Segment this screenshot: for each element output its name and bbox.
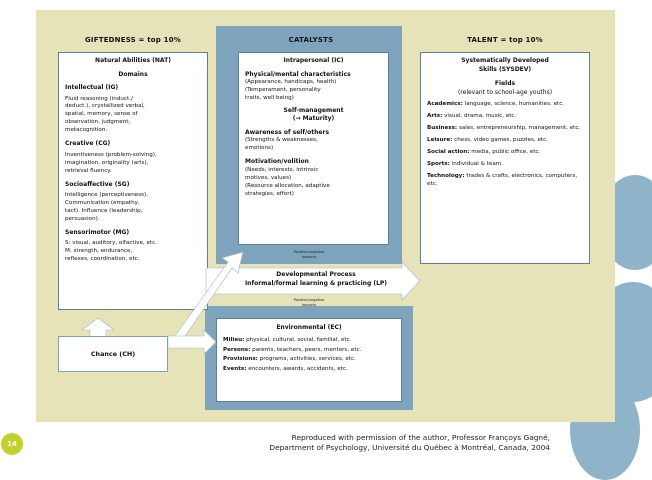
sysdev-field-label: Sports:	[427, 160, 450, 167]
physical-heading: Physical/mental characteristics	[245, 70, 351, 78]
sysdev-field-label: Technology:	[427, 172, 465, 179]
environmental-item	[223, 365, 395, 374]
awareness-line: emotions)	[245, 145, 274, 152]
physical-line: traits, well being)	[245, 94, 294, 101]
environmental-item-text: programs, activities, services, etc.	[257, 356, 356, 363]
nat-domain-heading: Creative (CG)	[65, 140, 111, 148]
impacts-line: impacts	[301, 302, 317, 307]
sysdev-field-label: Arts:	[427, 113, 443, 119]
nat-title: Natural Abilities (NAT)	[95, 57, 171, 64]
environmental-item-label: Events:	[223, 366, 247, 373]
nat-domain-line: observation, judgment,	[65, 119, 131, 126]
sysdev-field-label: Business:	[427, 124, 458, 131]
fields-relevance: (relevant to school-age youths)	[457, 88, 553, 96]
sysdev-field-label: Leisure:	[427, 136, 453, 143]
developmental-process-label	[236, 271, 396, 288]
nat-domain-line: spatial, memory, sense of	[65, 111, 138, 118]
nat-domain-line: persuasion).	[65, 215, 100, 222]
self-management-line: Self-management	[283, 106, 344, 114]
motivation-line: (Needs, interests, intrinsic	[245, 166, 319, 173]
page-number-badge: 14	[1, 433, 23, 455]
environmental-item	[223, 346, 395, 355]
environmental-item-label: Provisions:	[223, 356, 258, 363]
nat-domain-line: reflexes, coordination, etc.	[65, 256, 140, 263]
nat-domain-line: imagination, originality (arts),	[65, 159, 149, 166]
sysdev-field-text: trades & crafts, electronics, computers, etc.	[427, 172, 578, 187]
motivation-line: (Resource allocation, adaptive	[245, 182, 330, 189]
credit-line-2: Department of Psychology, Université du Québec à Montréal, Canada, 2004	[269, 442, 550, 452]
impacts-line: Positive/negative	[293, 250, 325, 254]
environmental-item-label: Milieu:	[223, 336, 245, 343]
nat-domain-heading: Socioaffective (SG)	[65, 180, 130, 188]
environmental-item-label: Persons:	[223, 346, 251, 353]
chance-label: Chance (CH)	[90, 350, 136, 358]
impacts-line: impacts	[301, 254, 317, 259]
nat-domain-line: S: visual, auditory, olfactive, etc.	[65, 240, 157, 247]
environmental-item-text: encounters, awards, accidents, etc.	[246, 366, 348, 373]
nat-domain-line: retrieval fluency.	[65, 167, 112, 174]
sysdev-title-line: Skills (SYSDEV)	[478, 65, 532, 73]
awareness-heading: Awareness of self/others	[245, 128, 330, 136]
credit-footer	[140, 433, 550, 453]
nat-domain-line: deduct.), crystallized verbal,	[65, 103, 145, 110]
sysdev-field-text: visual, drama, music, etc.	[442, 113, 517, 119]
credit-line-1: Reproduced with permission of the author, Professor Françoys Gagné,	[291, 433, 550, 442]
awareness-line: (Strengths & weaknesses,	[245, 137, 318, 144]
environmental-item	[223, 336, 395, 345]
nat-domain-line: M: strength, endurance,	[65, 248, 133, 255]
environmental-item	[223, 355, 395, 364]
impacts-line: Positive/negative	[293, 298, 325, 302]
nat-domain-line: Communication (empathy,	[65, 200, 140, 207]
impacts-bottom-label	[284, 298, 334, 307]
nat-domain-heading: Intellectual (IG)	[65, 84, 119, 92]
intrapersonal-title: Intrapersonal (IC)	[283, 57, 344, 64]
process-title: Developmental Process	[276, 271, 356, 278]
environmental-item-text: physical, cultural, social, familial, etc.	[244, 336, 352, 343]
environmental-box	[216, 318, 402, 402]
physical-line: (Appearance, handicaps, health)	[245, 79, 337, 86]
nat-domain-line: metacognition.	[65, 127, 108, 134]
motivation-heading: Motivation/volition	[245, 158, 309, 166]
catalysts-heading: CATALYSTS	[288, 36, 334, 44]
motivation-line: motives, values)	[245, 174, 292, 181]
sysdev-field-label: Social action:	[427, 148, 470, 155]
nat-domain-line: Fluid reasoning (induct./	[65, 95, 133, 102]
motivation-line: strategies, effort)	[245, 190, 294, 197]
environmental-list	[223, 336, 395, 375]
sysdev-title-line: Systematically Developed	[461, 57, 549, 64]
sysdev-field-text: individual & team.	[449, 160, 504, 167]
nat-domain-line: Inventiveness (problem-solving),	[65, 151, 157, 158]
sysdev-field-text: sales, entrepreneurship, management, etc.	[457, 124, 581, 131]
sysdev-field-label: Academics:	[427, 101, 463, 108]
self-management-line: (→ Maturity)	[292, 115, 335, 123]
fields-heading: Fields	[494, 80, 516, 88]
sysdev-field-text: media, public office, etc.	[469, 148, 541, 155]
chance-box	[58, 336, 168, 372]
nat-subtitle: Domains	[118, 70, 148, 78]
impacts-top-label	[284, 250, 334, 259]
physical-line: (Temperament, personality	[245, 86, 321, 93]
process-subtitle: Informal/formal learning & practicing (LP)	[244, 279, 388, 287]
chance-arrow-right	[168, 330, 216, 354]
talent-heading: TALENT = top 10%	[467, 36, 543, 44]
nat-domain-heading: Sensorimotor (MG)	[65, 228, 130, 236]
sysdev-field-text: language, science, humanities, etc.	[462, 101, 565, 108]
giftedness-heading: GIFTEDNESS = top 10%	[84, 36, 181, 44]
environmental-title: Environmental (EC)	[276, 324, 342, 331]
environmental-item-text: parents, teachers, peers, mentors, etc.	[250, 346, 362, 353]
nat-domain-line: tact). Influence (leadership,	[65, 207, 143, 214]
sysdev-field-text: chess, video games, puzzles, etc.	[452, 136, 548, 143]
nat-domain-line: Intelligence (perceptiveness).	[65, 192, 149, 199]
